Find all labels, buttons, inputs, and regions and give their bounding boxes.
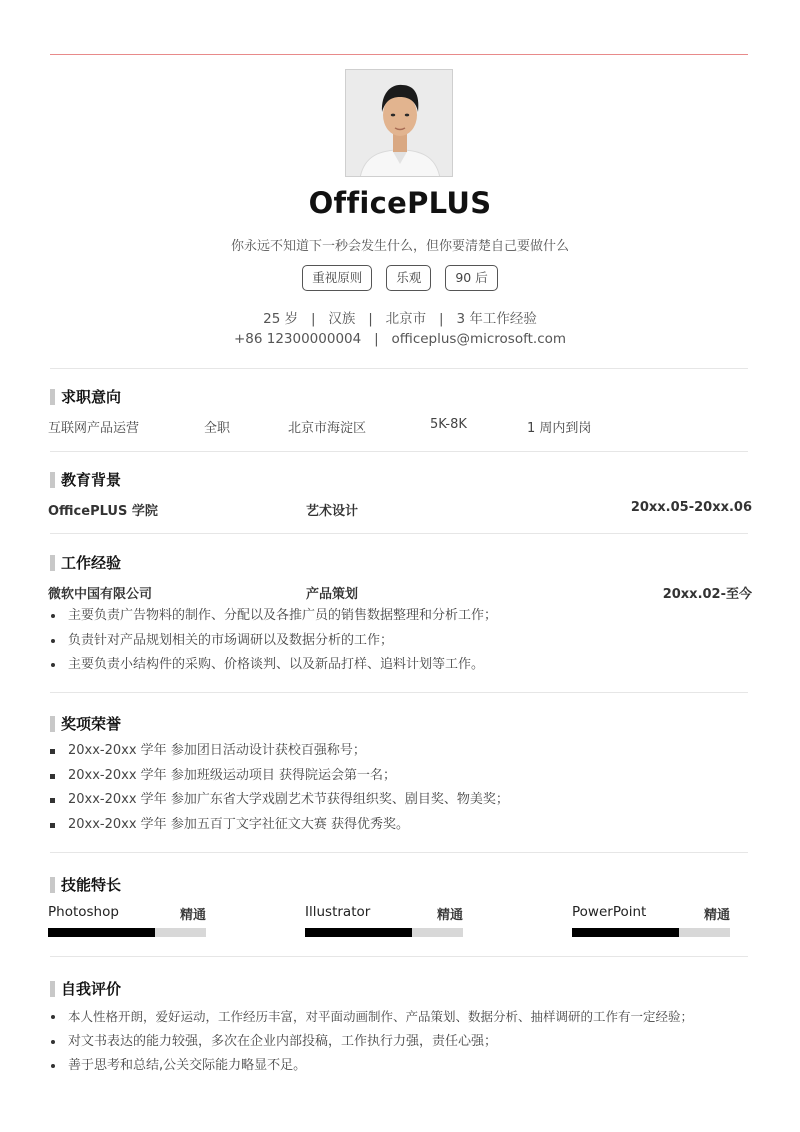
list-item: 对文书表达的能力较强，多次在企业内部投稿，工作执行力强，责任心强； [48, 1033, 693, 1058]
intent-salary: 5K-8K [430, 417, 467, 432]
intent-availability: 1 周内到岗 [527, 421, 592, 436]
divider [50, 451, 748, 452]
skill-bar-fill [305, 928, 412, 937]
list-item: 主要负责小结构件的采购、价格谈判、以及新品打样、追料计划等工作。 [48, 656, 497, 681]
section-title-text: 教育背景 [61, 471, 122, 489]
tag: 重视原则 [302, 265, 372, 291]
section-title-education [50, 469, 121, 490]
section-marker [50, 472, 55, 488]
section-marker [50, 877, 55, 893]
list-item: 善于思考和总结,公关交际能力略显不足。 [48, 1057, 693, 1082]
work-company: 微软中国有限公司 [48, 587, 153, 602]
list-item: 主要负责广告物料的制作、分配以及各推广员的销售数据整理和分析工作； [48, 607, 497, 632]
section-title-intent [50, 386, 121, 407]
motto: 你永远不知道下一秒会发生什么，但你要清楚自己要做什么 [230, 239, 569, 254]
section-title-text: 求职意向 [61, 388, 122, 406]
top-rule [50, 54, 748, 55]
section-title-skills [50, 874, 121, 895]
work-role: 产品策划 [306, 587, 359, 602]
education-school: OfficePLUS 学院 [48, 504, 158, 519]
awards-list [48, 742, 509, 840]
list-item: 20xx-20xx 学年 参加团日活动设计获校百强称号； [48, 742, 509, 767]
section-title-awards [50, 713, 121, 734]
divider [50, 692, 748, 693]
skill-bar [572, 928, 730, 937]
divider [50, 956, 748, 957]
profile-photo [345, 69, 453, 177]
intent-position: 互联网产品运营 [48, 421, 140, 436]
skill-name: PowerPoint [572, 904, 647, 920]
intent-type: 全职 [204, 421, 231, 436]
divider [50, 852, 748, 853]
section-marker [50, 555, 55, 571]
tag: 90 后 [445, 265, 497, 291]
section-marker [50, 716, 55, 732]
skill-level: 精通 [179, 908, 206, 923]
list-item: 本人性格开朗，爱好运动，工作经历丰富，对平面动画制作、产品策划、数据分析、抽样调研的工作有一定经验； [48, 1008, 693, 1033]
skill-bar-fill [572, 928, 679, 937]
section-title-text: 奖项荣誉 [61, 715, 122, 733]
section-title-text: 工作经验 [61, 554, 122, 572]
skill-name: Photoshop [48, 904, 119, 920]
skill-level: 精通 [436, 908, 463, 923]
skill-name: Illustrator [305, 904, 371, 920]
education-period: 20xx.05-20xx.06 [630, 500, 752, 515]
intent-location: 北京市海淀区 [288, 421, 367, 436]
section-title-text: 技能特长 [61, 876, 122, 894]
skill-bar-fill [48, 928, 155, 937]
skill-level: 精通 [703, 908, 730, 923]
skill-photoshop [48, 904, 206, 937]
list-item: 20xx-20xx 学年 参加五百丁文字社征文大赛 获得优秀奖。 [48, 816, 509, 841]
divider [50, 368, 748, 369]
section-title-self-eval [50, 978, 121, 999]
work-period: 20xx.02-至今 [662, 587, 752, 602]
divider [50, 533, 748, 534]
section-marker [50, 981, 55, 997]
skill-bar [305, 928, 463, 937]
list-item: 20xx-20xx 学年 参加广东省大学戏剧艺术节获得组织奖、剧目奖、物美奖； [48, 791, 509, 816]
skill-bar [48, 928, 206, 937]
list-item: 20xx-20xx 学年 参加班级运动项目 获得院运会第一名； [48, 767, 509, 792]
portrait-image [346, 70, 453, 177]
self-eval-list [48, 1008, 693, 1082]
education-major: 艺术设计 [306, 504, 359, 519]
work-duties-list [48, 607, 497, 681]
skill-powerpoint [572, 904, 730, 937]
list-item: 负责针对产品规划相关的市场调研以及数据分析的工作； [48, 632, 497, 657]
tag-list [0, 265, 800, 291]
section-title-work [50, 552, 121, 573]
section-marker [50, 389, 55, 405]
contact-info: +86 12300000004 | officeplus@microsoft.com [233, 331, 567, 347]
tag: 乐观 [386, 265, 431, 291]
section-title-text: 自我评价 [61, 980, 122, 998]
personal-info: 25 岁 | 汉族 | 北京市 | 3 年工作经验 [263, 311, 537, 327]
candidate-name: OfficePLUS [308, 186, 492, 220]
skill-illustrator [305, 904, 463, 937]
